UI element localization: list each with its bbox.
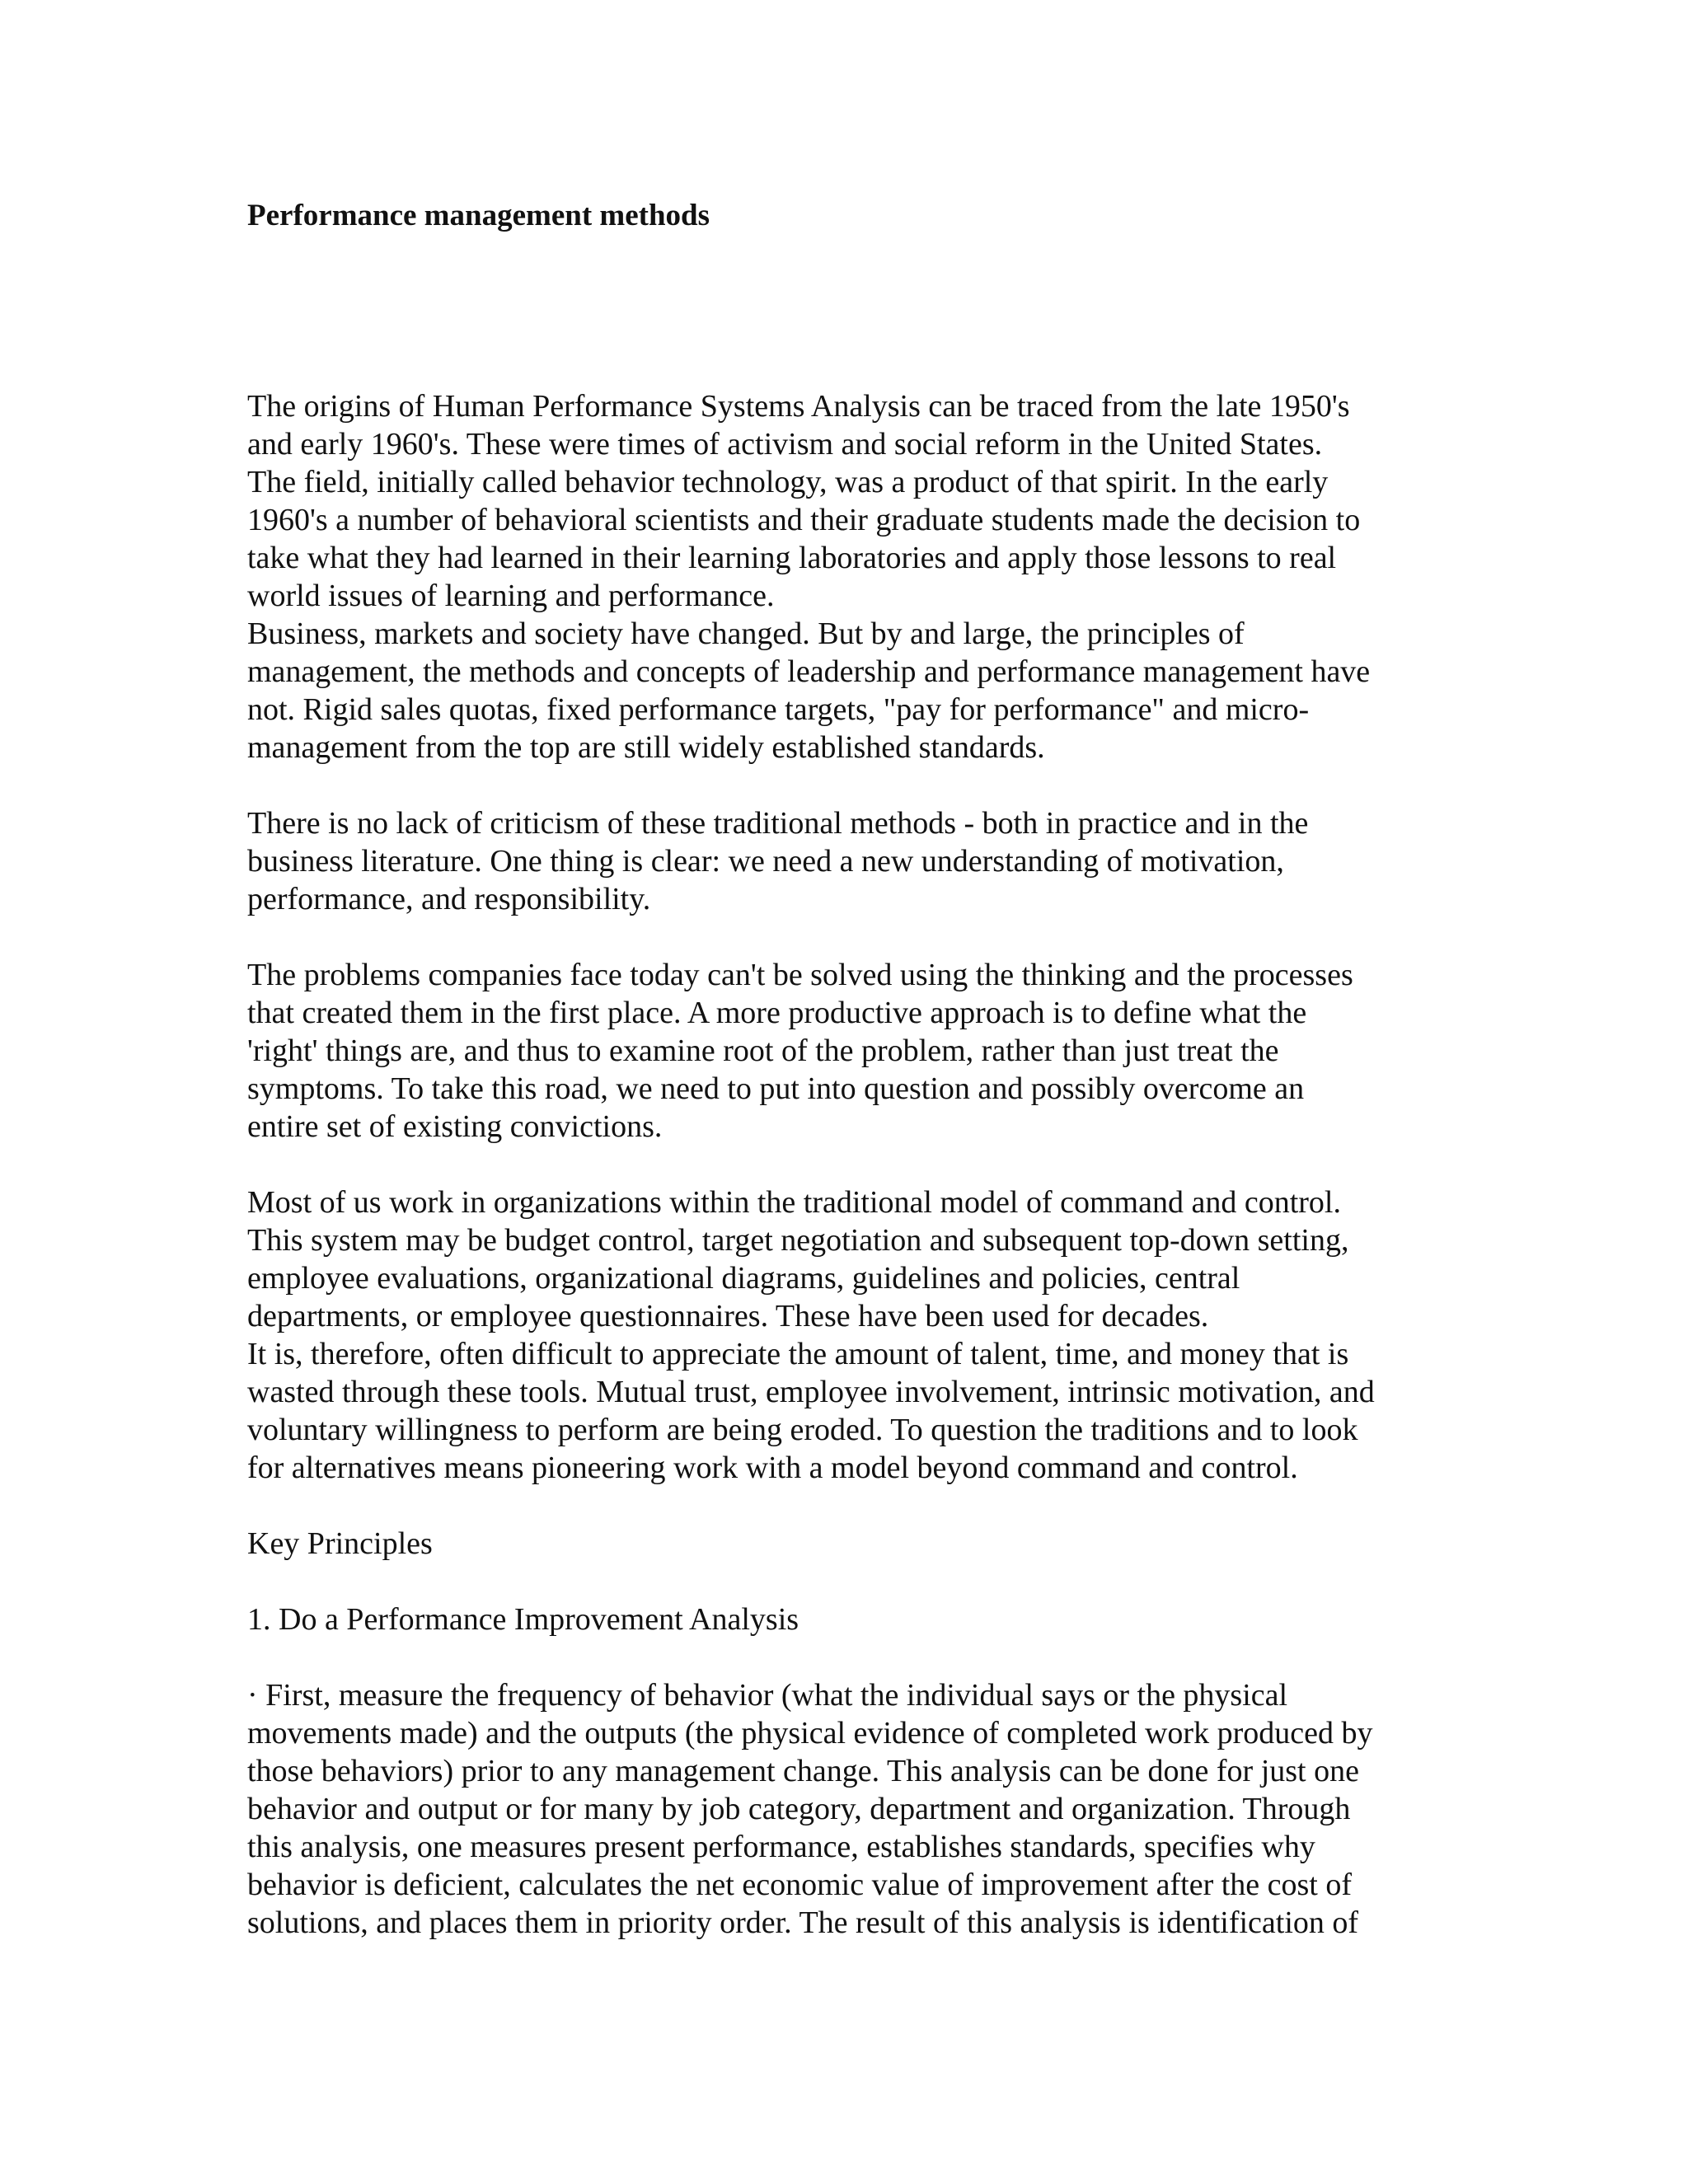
paragraph-spacer <box>247 766 1451 804</box>
numbered-item-heading <box>247 1601 1451 1638</box>
text-line: This system may be budget control, target negotiation and subsequent top-down setting, <box>247 1223 1349 1258</box>
paragraph-talent-wasted <box>247 1335 1451 1487</box>
text-line: performance, and responsibility. <box>247 882 651 916</box>
text-line: management from the top are still widely established standards. <box>247 730 1045 765</box>
text-line: voluntary willingness to perform are being eroded. To question the traditions and to look <box>247 1413 1358 1447</box>
text-line: this analysis, one measures present performance, establishes standards, specifies why <box>247 1830 1315 1864</box>
text-line: Key Principles <box>247 1526 433 1561</box>
text-line: It is, therefore, often difficult to appreciate the amount of talent, time, and money that is <box>247 1337 1349 1371</box>
paragraph-command-control <box>247 1183 1451 1335</box>
text-line: employee evaluations, organizational diagrams, guidelines and policies, central <box>247 1261 1240 1296</box>
section-heading-key-principles <box>247 1525 1451 1563</box>
paragraph-spacer <box>247 1638 1451 1676</box>
paragraph-problems <box>247 956 1451 1146</box>
text-line: behavior and output or for many by job category, department and organization. Through <box>247 1792 1351 1826</box>
text-line: There is no lack of criticism of these traditional methods - both in practice and in the <box>247 806 1309 841</box>
text-line: movements made) and the outputs (the physical evidence of completed work produced by <box>247 1716 1373 1750</box>
text-line: Most of us work in organizations within the traditional model of command and control. <box>247 1185 1341 1220</box>
text-line: entire set of existing convictions. <box>247 1109 663 1144</box>
text-line: for alternatives means pioneering work with a model beyond command and control. <box>247 1451 1298 1485</box>
text-line: world issues of learning and performance. <box>247 579 775 613</box>
text-line: departments, or employee questionnaires. These have been used for decades. <box>247 1299 1209 1333</box>
paragraph-business-changed <box>247 615 1451 766</box>
paragraph-spacer <box>247 1563 1451 1601</box>
text-line: take what they had learned in their learning laboratories and apply those lessons to real <box>247 541 1337 575</box>
paragraph-spacer <box>247 1146 1451 1183</box>
text-line: that created them in the first place. A more productive approach is to define what the <box>247 996 1307 1030</box>
text-line: business literature. One thing is clear: we need a new understanding of motivation, <box>247 844 1284 879</box>
text-line: The origins of Human Performance Systems Analysis can be traced from the late 1950's <box>247 389 1350 424</box>
text-line: solutions, and places them in priority order. The result of this analysis is identification of <box>247 1905 1359 1940</box>
text-line: symptoms. To take this road, we need to put into question and possibly overcome an <box>247 1071 1305 1106</box>
text-line: Business, markets and society have changed. But by and large, the principles of <box>247 616 1245 651</box>
document-body <box>247 387 1451 1942</box>
text-line: 1960's a number of behavioral scientists and their graduate students made the decision to <box>247 503 1361 537</box>
paragraph-criticism <box>247 804 1451 918</box>
paragraph-spacer <box>247 918 1451 956</box>
text-line: behavior is deficient, calculates the net economic value of improvement after the cost of <box>247 1868 1353 1902</box>
text-line: wasted through these tools. Mutual trust, employee involvement, intrinsic motivation, and <box>247 1375 1375 1409</box>
text-line: and early 1960's. These were times of activism and social reform in the United States. <box>247 427 1323 462</box>
text-line: The field, initially called behavior technology, was a product of that spirit. In the early <box>247 465 1329 499</box>
text-line: those behaviors) prior to any management change. This analysis can be done for just one <box>247 1754 1359 1788</box>
text-line: 1. Do a Performance Improvement Analysis <box>247 1602 799 1637</box>
text-line: management, the methods and concepts of leadership and performance management have <box>247 654 1371 689</box>
text-line: 'right' things are, and thus to examine root of the problem, rather than just treat the <box>247 1033 1279 1068</box>
document-title: Performance management methods <box>247 199 710 232</box>
text-line: not. Rigid sales quotas, fixed performance targets, "pay for performance" and micro- <box>247 692 1310 727</box>
text-line: · First, measure the frequency of behavior (what the individual says or the physical <box>247 1678 1288 1713</box>
text-line: The problems companies face today can't be solved using the thinking and the processes <box>247 958 1353 992</box>
paragraph-origins <box>247 387 1451 615</box>
paragraph-spacer <box>247 1487 1451 1525</box>
bullet-paragraph-measure <box>247 1676 1451 1942</box>
